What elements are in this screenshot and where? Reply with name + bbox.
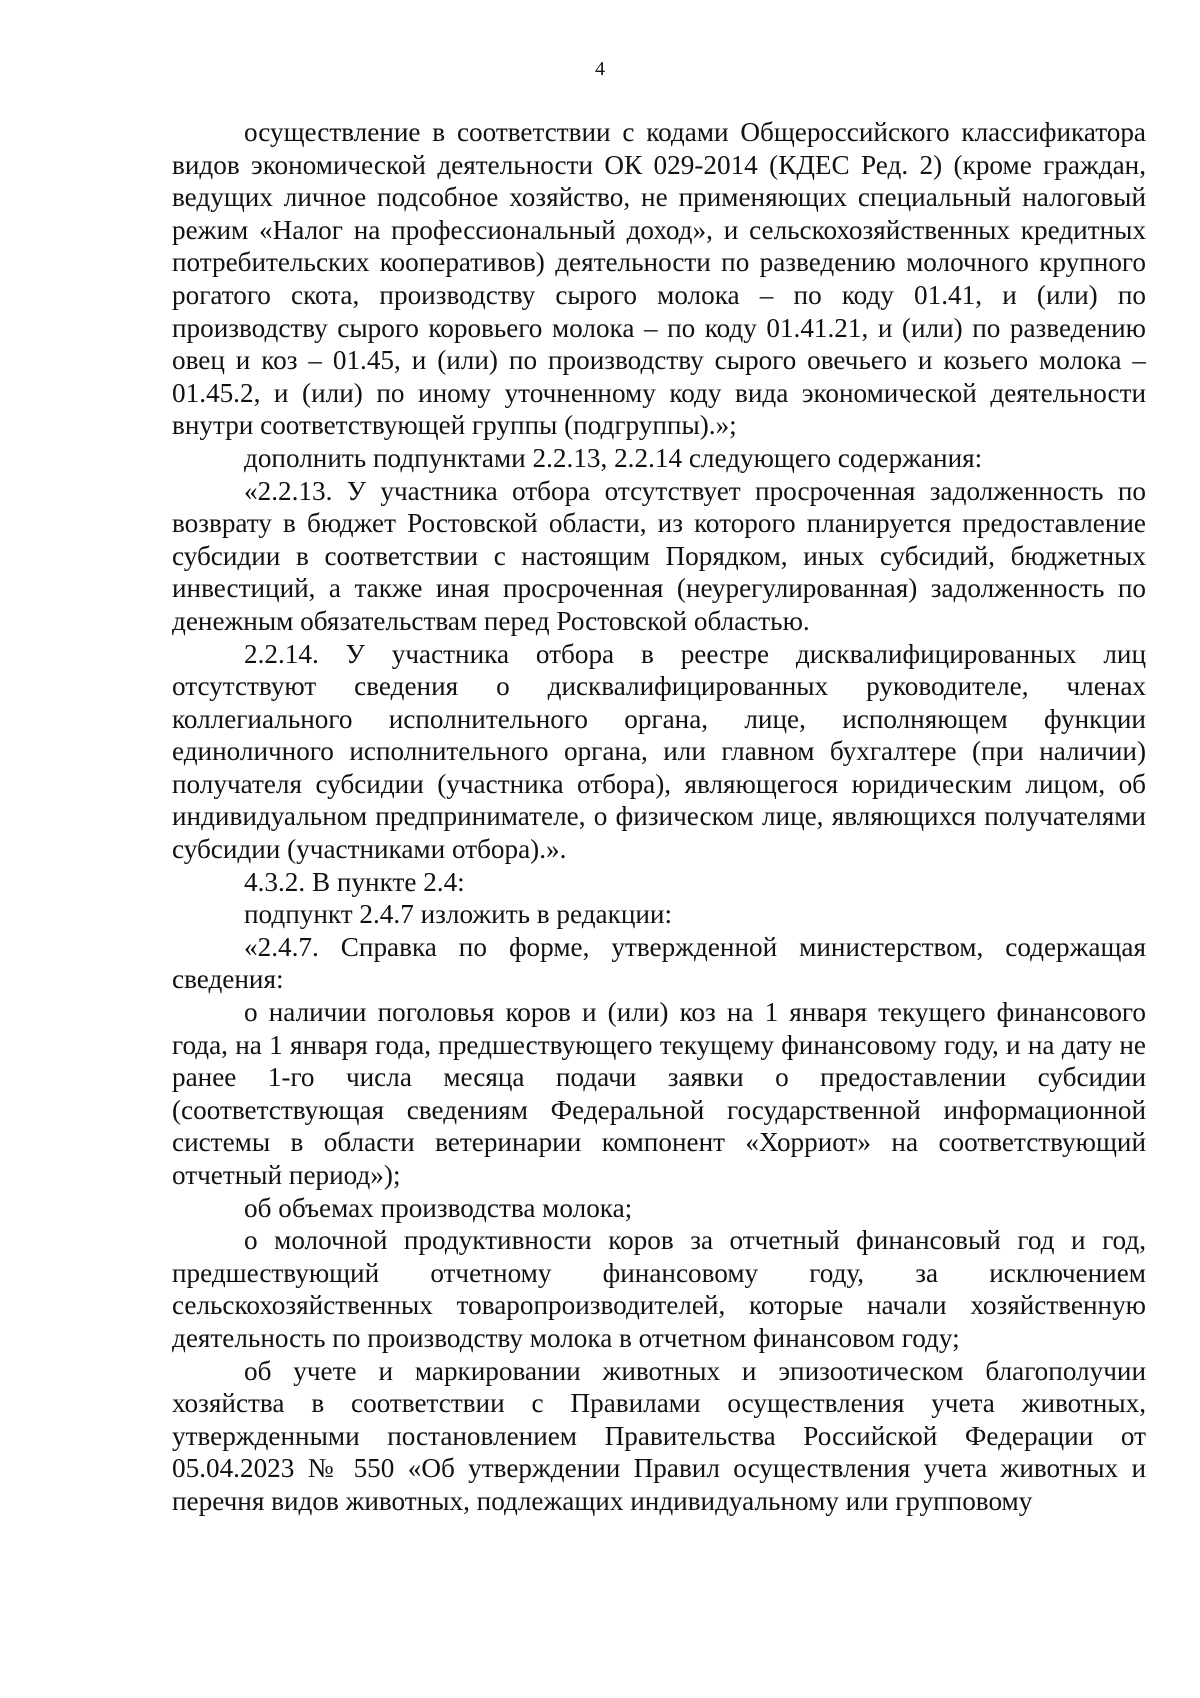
page-number: 4 [595,58,605,80]
paragraph-4-3-2: 4.3.2. В пункте 2.4: [244,866,465,897]
paragraph-2-2-13: «2.2.13. У участника отбора отсутствует просроченная задолженность по возврату в бюджет Ростовской области, из которого планируется предоставление субсидии в соответствии с настоящим Порядком, иных субсидий, бюджетных инвестиций, а также иная просроченная (неурегулированная) задолженность по денежным обязательствам перед Ростовской областью. [172,475,1146,636]
paragraph-animal-accounting: об учете и маркировании животных и эпизоотическом благополучии хозяйства в соответствии с Правилами осуществления учета животных, утвержденными постановлением Правительства Российской Федерации от 05.04.2023 № 550 «Об утверждении Правил осуществления учета животных и перечня видов животных, подлежащих индивидуальному или групповому [172,1355,1146,1516]
paragraph-add-subclauses: дополнить подпунктами 2.2.13, 2.2.14 следующего содержания: [244,442,983,473]
paragraph-2-4-7: «2.4.7. Справка по форме, утвержденной министерством, содержащая сведения: [172,931,1146,995]
paragraph-2-2-14: 2.2.14. У участника отбора в реестре дисквалифицированных лиц отсутствуют сведения о дисквалифицированных руководителе, членах коллегиального исполнительного органа, лице, исполняющем функции единоличного исполнительного органа, или главном бухгалтере (при наличии) получателя субсидии (участника отбора), являющегося юридическим лицом, об индивидуальном предпринимателе, о физическом лице, являющихся получателями субсидии (участниками отбора).». [172,638,1146,865]
paragraph-livestock-count: о наличии поголовья коров и (или) коз на 1 января текущего финансового года, на 1 января года, предшествующего текущему финансовому году, и на дату не ранее 1-го числа месяца подачи заявки о предоставлении субсидии (соответствующая сведениям Федеральной государственной информационной системы в области ветеринарии компонент «Хорриот» на соответствующий отчетный период»); [172,997,1146,1190]
document-body [172,116,1146,1518]
paragraph-subclause-2-4-7-intro: подпункт 2.4.7 изложить в редакции: [244,899,673,930]
paragraph-milk-productivity: о молочной продуктивности коров за отчетный финансовый год и год, предшествующий отчетному финансовому году, за исключением сельскохозяйственных товаропроизводителей, которые начали хозяйственную деятельность по производству молока в отчетном финансовом году; [172,1225,1146,1353]
paragraph-okved-codes: осуществление в соответствии с кодами Общероссийского классификатора видов экономической деятельности ОК 029-2014 (КДЕС Ред. 2) (кроме граждан, ведущих личное подсобное хозяйство, не применяющих специальный налоговый режим «Налог на профессиональный доход», и сельскохозяйственных кредитных потребительских кооперативов) деятельности по разведению молочного крупного рогатого скота, производству сырого молока – по коду 01.41, и (или) по производству сырого коровьего молока – по коду 01.41.21, и (или) по разведению овец и коз – 01.45, и (или) по производству сырого овечьего и козьего молока – 01.45.2, и (или) по иному уточненному коду вида экономической деятельности внутри соответствующей группы (подгруппы).»; [172,117,1146,441]
paragraph-milk-volume: об объемах производства молока; [244,1192,633,1223]
